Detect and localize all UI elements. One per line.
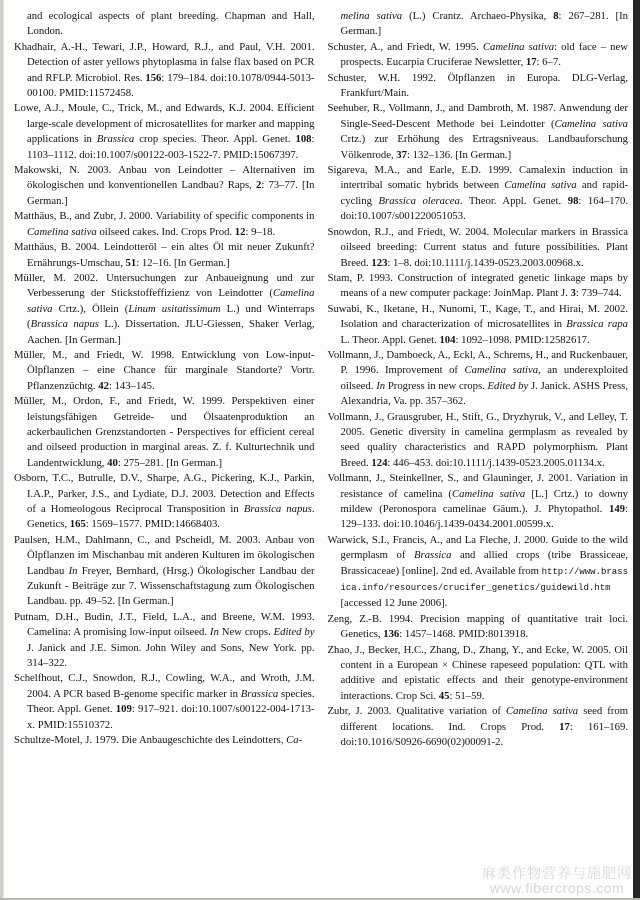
reference-entry: Seehuber, R., Vollmann, J., and Dambroth, M. 1987. Anwendung der Single-Seed-Descent Methode bei Leindotter (Camelina sativa Crtz.) zur Erhöhung des Ertragsniveaus. Landbauforschung Völkenrode, 37: 132–136. [In German.] <box>327 102 628 161</box>
reference-entry: Osborn, T.C., Butrulle, D.V., Sharpe, A.G., Pickering, K.J., Parkin, I.A.P., Parker, J.S., and Lydiate, D.J. 2003. Detection and Effects of a Homeologous Reciprocal Transposition in Brassica napus. Genetics, 165: 1569–1577. PMID:14668403. <box>14 472 315 531</box>
reference-entry: Müller, M., Ordon, F., and Friedt, W. 1999. Perspektiven einer leistungsfähigen Getreide- und Ölsaatenproduktion an ackerbaulichen Grenzstandorten - Perspectives for efficient cereal and oilseed production in marginal areas. Z. f. Kulturtechnik und Landentwicklung, 40: 275–281. [In German.] <box>14 395 315 469</box>
reference-entry: Zeng, Z.-B. 1994. Precision mapping of quantitative trait loci. Genetics, 136: 1457–1468. PMID:8013918. <box>327 612 628 641</box>
reference-entry: Matthäus, B., and Zubr, J. 2000. Variability of specific components in Camelina sativa oilseed cakes. Ind. Crops Prod. 12: 9–18. <box>14 210 315 238</box>
watermark <box>482 866 632 896</box>
reference-entry: Snowdon, R.J., and Friedt, W. 2004. Molecular markers in Brassica oilseed breeding: Current status and future possibilities. Plant Breed. 123: 1–8. doi:10.1111/j.1439-0523.2003.00968.x. <box>327 225 628 269</box>
scan-edge-left <box>0 0 4 900</box>
reference-entry: Makowski, N. 2003. Anbau von Leindotter – Alternativen im ökologischen und konventionellen Landbau? Raps, 2: 73–77. [In German.] <box>14 164 315 207</box>
references-column-right <box>328 9 629 751</box>
reference-entry: Lowe, A.J., Moule, C., Trick, M., and Edwards, K.J. 2004. Efficient large-scale development of microsatellites for marker and mapping applications in Brassica crop species. Theor. Appl. Genet. 108: 1103–1112. doi:10.1007/s00122-003-1522-7. PMID:15067397. <box>14 102 315 161</box>
watermark-url-text: www.fibercrops.com <box>489 880 625 896</box>
reference-entry: Schuster, A., and Friedt, W. 1995. Camelina sativa: old face – new prospects. Eucarpia Cruciferae Newsletter, 17: 6–7. <box>327 40 628 69</box>
reference-entry: Warwick, S.I., Francis, A., and La Fleche, J. 2000. Guide to the wild germplasm of Brassica and allied crops (tribe Brassiceae, Brassicaceae) [online]. 2nd ed. Available from http://www.brassica.info/resources/crucifer_genetics/guidewild.htm [accessed 12 June 2006]. <box>327 533 628 610</box>
reference-entry: Zubr, J. 2003. Qualitative variation of Camelina sativa seed from different locations. Ind. Crops Prod. 17: 161–169. doi:10.1016/S0926-6690(02)00091-2. <box>327 705 629 749</box>
reference-entry: Vollmann, J., Damboeck, A., Eckl, A., Schrems, H., and Ruckenbauer, P. 1996. Improvement of Camelina sativa, an underexploited oilseed. In Progress in new crops. Edited by J. Janick. ASHS Press, Alexandria, Va. pp. 357–362. <box>327 348 628 408</box>
reference-entry: Khadhair, A.-H., Tewari, J.P., Howard, R.J., and Paul, V.H. 2001. Detection of aster yellows phytoplasma in false flax based on PCR and RFLP. Microbiol. Res. 156: 179–184. doi:10.1078/0944-5013-00100. PMID:11572458. <box>14 40 315 100</box>
reference-entry: Sigareva, M.A., and Earle, E.D. 1999. Camalexin induction in intertribal somatic hybrids between Camelina sativa and rapid-cycling Brassica oleracea. Theor. Appl. Genet. 98: 164–170. doi:10.1007/s001220051053. <box>327 164 629 223</box>
reference-entry: Zhao, J., Becker, H.C., Zhang, D., Zhang, Y., and Ecke, W. 2005. Oil content in a European × Chinese rapeseed population: QTL with additive and epistatic effects and their genotype-environment interactions. Crop Sci. 45: 51–59. <box>327 643 628 702</box>
reference-entry: and ecological aspects of plant breeding. Chapman and Hall, London. <box>27 10 315 38</box>
references-section <box>14 9 628 751</box>
reference-entry: Matthäus, B. 2004. Leindotteröl – ein altes Öl mit neuer Zukunft? Ernährungs-Umschau, 51: 12–16. [In German.] <box>14 241 315 269</box>
reference-entry: Vollmann, J., Grausgruber, H., Stift, G., Dryzhyruk, V., and Lelley, T. 2005. Genetic diversity in camelina germplasm as revealed by seed quality characteristics and RAPD polymorphism. Plant Breed. 124: 446–453. doi:10.1111/j.1439-0523.2005.01134.x. <box>327 410 628 469</box>
reference-entry: Stam, P. 1993. Construction of integrated genetic linkage maps by means of a new computer package: JoinMap. Plant J. 3: 739–744. <box>327 271 628 300</box>
reference-entry: Müller, M. 2002. Untersuchungen zur Anbaueignung und zur Verbesserung der Stickstoffeffizienz von Leindotter (Camelina sativa Crtz.), Öllein (Linum usitatissimum L.) und Winterraps (Brassica napus L.). Dissertation. JLU-Giessen, Shaker Verlag, Aachen. [In German.] <box>14 271 315 346</box>
reference-entry: Vollmann, J., Steinkellner, S., and Glauninger, J. 2001. Variation in resistance of camelina (Camelina sativa [L.] Crtz.) to downy mildew (Peronospora camelinae Gäum.). J. Phytopathol. 149: 129–133. doi:10.1046/j.1439-0434.2001.00599.x. <box>327 472 628 531</box>
reference-entry: Müller, M., and Friedt, W. 1998. Entwicklung von Low-input-Ölpflanzen – eine Chance für marginale Standorte? Vortr. Pflanzenzüchtg. 42: 143–145. <box>14 348 315 392</box>
reference-entry: Suwabi, K., Iketane, H., Nunomi, T., Kage, T., and Hirai, M. 2002. Isolation and characterization of microsatellites in Brassica rapa L. Theor. Appl. Genet. 104: 1092–1098. PMID:12582617. <box>327 302 628 346</box>
reference-entry: Schelfhout, C.J., Snowdon, R.J., Cowling, W.A., and Wroth, J.M. 2004. A PCR based B-genome specific marker in Brassica species. Theor. Appl. Genet. 109: 917–921. doi:10.1007/s00122-004-1713-x. PMID:15510372. <box>14 672 315 731</box>
scan-edge-right <box>633 0 640 900</box>
reference-entry: Paulsen, H.M., Dahlmann, C., and Pscheidl, M. 2003. Anbau von Ölpflanzen im Mischanbau mit anderen Kulturen im ökologischen Landbau In Freyer, Bernhard, (Hrsg.) Ökologischer Landbau der Zukunft - Beiträge zur 7. Wissenschaftstagung zum Ökologischen Landbau. pp. 49–52. [In German.] <box>14 533 315 608</box>
reference-entry: Schultze-Motel, J. 1979. Die Anbaugeschichte des Leindotters, Ca- <box>14 734 303 747</box>
reference-entry: Putnam, D.H., Budin, J.T., Field, L.A., and Breene, W.M. 1993. Camelina: A promising low-input oilseed. In New crops. Edited by J. Janick and J.E. Simon. John Wiley and Sons, New York. pp. 314–322. <box>14 610 315 670</box>
watermark-chinese-text: 麻类作物营养与施肥网 <box>482 865 632 881</box>
reference-entry: melina sativa (L.) Crantz. Archaeo-Physika, 8: 267–281. [In German.] <box>340 10 628 38</box>
reference-entry: Schuster, W.H. 1992. Ölpflanzen in Europa. DLG-Verlag, Frankfurt/Main. <box>327 71 628 100</box>
references-column-left <box>14 9 315 751</box>
